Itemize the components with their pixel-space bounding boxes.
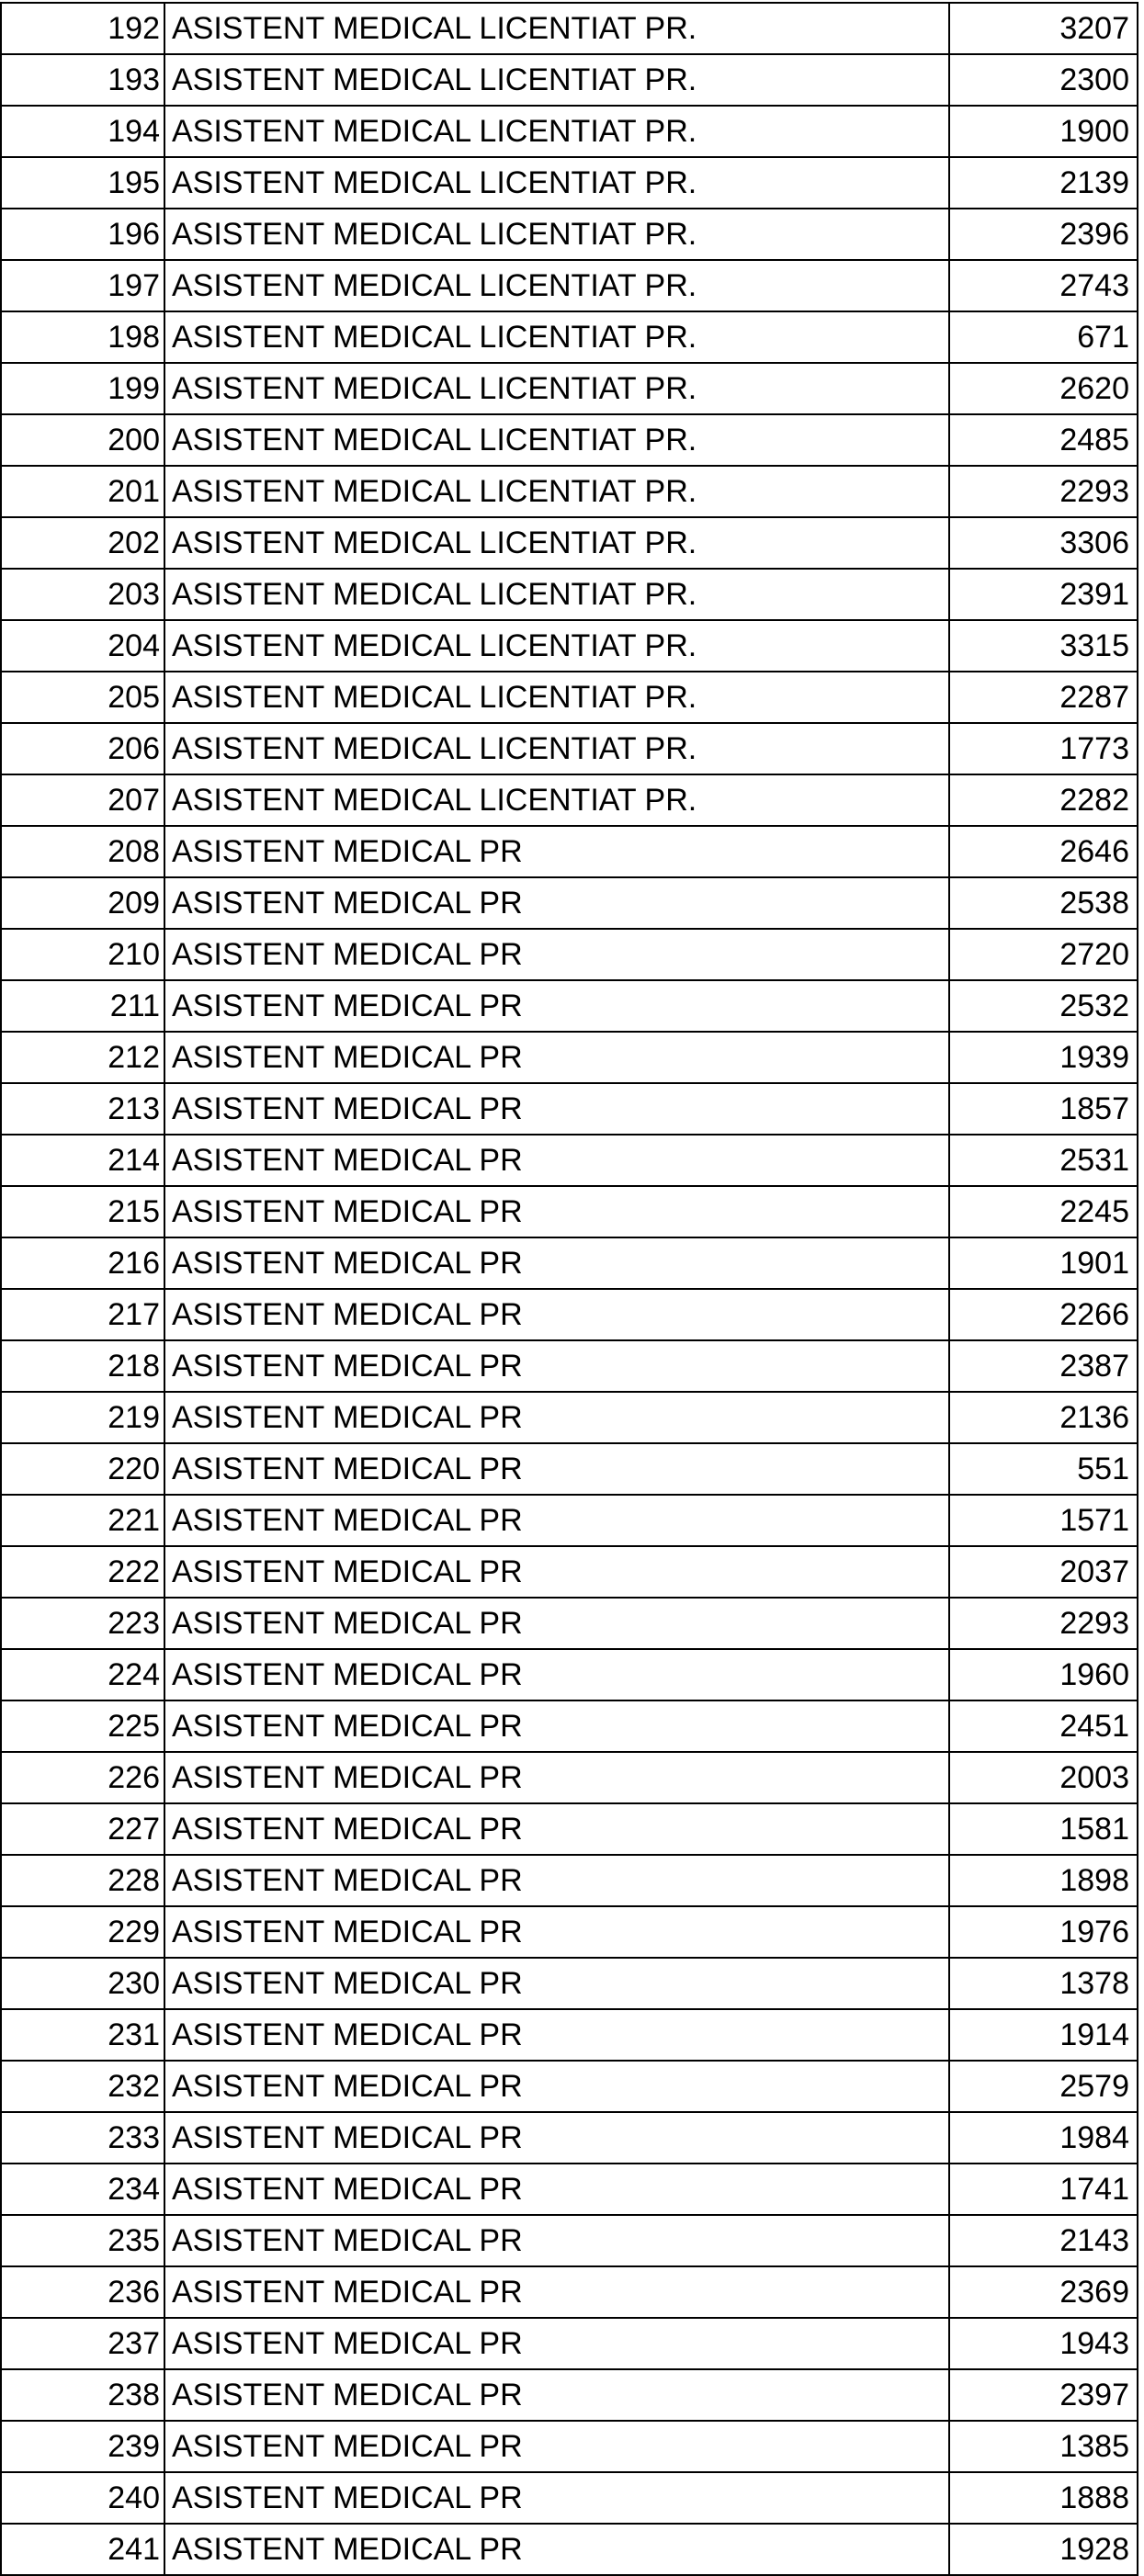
value-cell: 2743 bbox=[949, 260, 1138, 311]
job-title-cell: ASISTENT MEDICAL LICENTIAT PR. bbox=[164, 723, 949, 774]
table-row bbox=[1, 2318, 1138, 2369]
table-row bbox=[1, 1083, 1138, 1135]
row-number-cell: 237 bbox=[1, 2318, 164, 2369]
job-title-cell: ASISTENT MEDICAL PR bbox=[164, 1752, 949, 1803]
job-title-cell: ASISTENT MEDICAL PR bbox=[164, 980, 949, 1032]
row-number-cell: 225 bbox=[1, 1700, 164, 1752]
row-number-cell: 233 bbox=[1, 2112, 164, 2164]
row-number-cell: 212 bbox=[1, 1032, 164, 1083]
row-number-cell: 210 bbox=[1, 929, 164, 980]
value-cell: 2531 bbox=[949, 1135, 1138, 1186]
row-number-cell: 202 bbox=[1, 517, 164, 569]
value-cell: 1976 bbox=[949, 1906, 1138, 1958]
table-row bbox=[1, 2472, 1138, 2524]
table-row bbox=[1, 2215, 1138, 2266]
value-cell: 2245 bbox=[949, 1186, 1138, 1237]
row-number-cell: 235 bbox=[1, 2215, 164, 2266]
table-row bbox=[1, 1546, 1138, 1598]
job-title-cell: ASISTENT MEDICAL LICENTIAT PR. bbox=[164, 54, 949, 106]
value-cell: 2720 bbox=[949, 929, 1138, 980]
row-number-cell: 207 bbox=[1, 774, 164, 826]
value-cell: 1741 bbox=[949, 2164, 1138, 2215]
value-cell: 2300 bbox=[949, 54, 1138, 106]
table-row bbox=[1, 723, 1138, 774]
value-cell: 1960 bbox=[949, 1649, 1138, 1700]
table-row bbox=[1, 1443, 1138, 1495]
row-number-cell: 241 bbox=[1, 2524, 164, 2575]
job-title-cell: ASISTENT MEDICAL LICENTIAT PR. bbox=[164, 106, 949, 157]
row-number-cell: 192 bbox=[1, 3, 164, 54]
value-cell: 1900 bbox=[949, 106, 1138, 157]
job-title-cell: ASISTENT MEDICAL PR bbox=[164, 877, 949, 929]
job-title-cell: ASISTENT MEDICAL LICENTIAT PR. bbox=[164, 209, 949, 260]
job-title-cell: ASISTENT MEDICAL PR bbox=[164, 2009, 949, 2061]
table-row bbox=[1, 2061, 1138, 2112]
table-row bbox=[1, 877, 1138, 929]
table-row bbox=[1, 1855, 1138, 1906]
job-title-cell: ASISTENT MEDICAL PR bbox=[164, 1135, 949, 1186]
value-cell: 1571 bbox=[949, 1495, 1138, 1546]
value-cell: 1939 bbox=[949, 1032, 1138, 1083]
row-number-cell: 201 bbox=[1, 466, 164, 517]
value-cell: 1984 bbox=[949, 2112, 1138, 2164]
job-title-cell: ASISTENT MEDICAL PR bbox=[164, 1803, 949, 1855]
job-title-cell: ASISTENT MEDICAL PR bbox=[164, 1855, 949, 1906]
row-number-cell: 222 bbox=[1, 1546, 164, 1598]
value-cell: 1581 bbox=[949, 1803, 1138, 1855]
value-cell: 1901 bbox=[949, 1237, 1138, 1289]
table-row bbox=[1, 1392, 1138, 1443]
row-number-cell: 200 bbox=[1, 414, 164, 466]
table-row bbox=[1, 1598, 1138, 1649]
job-title-cell: ASISTENT MEDICAL PR bbox=[164, 2318, 949, 2369]
job-title-cell: ASISTENT MEDICAL PR bbox=[164, 1186, 949, 1237]
value-cell: 2369 bbox=[949, 2266, 1138, 2318]
table-row bbox=[1, 1803, 1138, 1855]
staff-table bbox=[0, 2, 1138, 2576]
job-title-cell: ASISTENT MEDICAL PR bbox=[164, 1495, 949, 1546]
value-cell: 2003 bbox=[949, 1752, 1138, 1803]
job-title-cell: ASISTENT MEDICAL PR bbox=[164, 1700, 949, 1752]
row-number-cell: 231 bbox=[1, 2009, 164, 2061]
job-title-cell: ASISTENT MEDICAL PR bbox=[164, 2524, 949, 2575]
table-row bbox=[1, 363, 1138, 414]
table-row bbox=[1, 672, 1138, 723]
row-number-cell: 209 bbox=[1, 877, 164, 929]
job-title-cell: ASISTENT MEDICAL LICENTIAT PR. bbox=[164, 157, 949, 209]
value-cell: 2485 bbox=[949, 414, 1138, 466]
row-number-cell: 203 bbox=[1, 569, 164, 620]
job-title-cell: ASISTENT MEDICAL LICENTIAT PR. bbox=[164, 260, 949, 311]
row-number-cell: 223 bbox=[1, 1598, 164, 1649]
value-cell: 2538 bbox=[949, 877, 1138, 929]
row-number-cell: 221 bbox=[1, 1495, 164, 1546]
value-cell: 2293 bbox=[949, 466, 1138, 517]
job-title-cell: ASISTENT MEDICAL PR bbox=[164, 1237, 949, 1289]
value-cell: 1857 bbox=[949, 1083, 1138, 1135]
job-title-cell: ASISTENT MEDICAL PR bbox=[164, 1906, 949, 1958]
value-cell: 3315 bbox=[949, 620, 1138, 672]
row-number-cell: 228 bbox=[1, 1855, 164, 1906]
value-cell: 1888 bbox=[949, 2472, 1138, 2524]
value-cell: 2451 bbox=[949, 1700, 1138, 1752]
value-cell: 1773 bbox=[949, 723, 1138, 774]
value-cell: 2266 bbox=[949, 1289, 1138, 1340]
value-cell: 2397 bbox=[949, 2369, 1138, 2421]
job-title-cell: ASISTENT MEDICAL LICENTIAT PR. bbox=[164, 363, 949, 414]
table-row bbox=[1, 1237, 1138, 1289]
value-cell: 2139 bbox=[949, 157, 1138, 209]
table-row bbox=[1, 2164, 1138, 2215]
value-cell: 1943 bbox=[949, 2318, 1138, 2369]
value-cell: 2532 bbox=[949, 980, 1138, 1032]
table-row bbox=[1, 466, 1138, 517]
value-cell: 2646 bbox=[949, 826, 1138, 877]
job-title-cell: ASISTENT MEDICAL LICENTIAT PR. bbox=[164, 517, 949, 569]
value-cell: 2396 bbox=[949, 209, 1138, 260]
job-title-cell: ASISTENT MEDICAL PR bbox=[164, 2215, 949, 2266]
table-row bbox=[1, 569, 1138, 620]
job-title-cell: ASISTENT MEDICAL LICENTIAT PR. bbox=[164, 311, 949, 363]
job-title-cell: ASISTENT MEDICAL PR bbox=[164, 1958, 949, 2009]
row-number-cell: 213 bbox=[1, 1083, 164, 1135]
value-cell: 2391 bbox=[949, 569, 1138, 620]
job-title-cell: ASISTENT MEDICAL PR bbox=[164, 1032, 949, 1083]
job-title-cell: ASISTENT MEDICAL PR bbox=[164, 1443, 949, 1495]
row-number-cell: 236 bbox=[1, 2266, 164, 2318]
job-title-cell: ASISTENT MEDICAL PR bbox=[164, 2266, 949, 2318]
value-cell: 1378 bbox=[949, 1958, 1138, 2009]
job-title-cell: ASISTENT MEDICAL PR bbox=[164, 2472, 949, 2524]
value-cell: 3207 bbox=[949, 3, 1138, 54]
row-number-cell: 226 bbox=[1, 1752, 164, 1803]
value-cell: 2387 bbox=[949, 1340, 1138, 1392]
value-cell: 1914 bbox=[949, 2009, 1138, 2061]
job-title-cell: ASISTENT MEDICAL PR bbox=[164, 2369, 949, 2421]
row-number-cell: 224 bbox=[1, 1649, 164, 1700]
value-cell: 2287 bbox=[949, 672, 1138, 723]
table-row bbox=[1, 826, 1138, 877]
job-title-cell: ASISTENT MEDICAL PR bbox=[164, 1083, 949, 1135]
row-number-cell: 234 bbox=[1, 2164, 164, 2215]
job-title-cell: ASISTENT MEDICAL PR bbox=[164, 2421, 949, 2472]
table-row bbox=[1, 157, 1138, 209]
table-row bbox=[1, 414, 1138, 466]
table-row bbox=[1, 1906, 1138, 1958]
row-number-cell: 197 bbox=[1, 260, 164, 311]
table-row bbox=[1, 3, 1138, 54]
row-number-cell: 214 bbox=[1, 1135, 164, 1186]
row-number-cell: 232 bbox=[1, 2061, 164, 2112]
value-cell: 1928 bbox=[949, 2524, 1138, 2575]
row-number-cell: 217 bbox=[1, 1289, 164, 1340]
job-title-cell: ASISTENT MEDICAL PR bbox=[164, 2164, 949, 2215]
value-cell: 2620 bbox=[949, 363, 1138, 414]
value-cell: 1385 bbox=[949, 2421, 1138, 2472]
value-cell: 2579 bbox=[949, 2061, 1138, 2112]
table-row bbox=[1, 311, 1138, 363]
table-row bbox=[1, 2421, 1138, 2472]
table-row bbox=[1, 54, 1138, 106]
table-row bbox=[1, 106, 1138, 157]
value-cell: 671 bbox=[949, 311, 1138, 363]
table-row bbox=[1, 1032, 1138, 1083]
table-row bbox=[1, 980, 1138, 1032]
row-number-cell: 194 bbox=[1, 106, 164, 157]
row-number-cell: 227 bbox=[1, 1803, 164, 1855]
table-row bbox=[1, 2009, 1138, 2061]
table-row bbox=[1, 260, 1138, 311]
table-row bbox=[1, 1752, 1138, 1803]
job-title-cell: ASISTENT MEDICAL PR bbox=[164, 1598, 949, 1649]
job-title-cell: ASISTENT MEDICAL PR bbox=[164, 2112, 949, 2164]
job-title-cell: ASISTENT MEDICAL PR bbox=[164, 2061, 949, 2112]
value-cell: 551 bbox=[949, 1443, 1138, 1495]
value-cell: 2136 bbox=[949, 1392, 1138, 1443]
row-number-cell: 216 bbox=[1, 1237, 164, 1289]
row-number-cell: 239 bbox=[1, 2421, 164, 2472]
job-title-cell: ASISTENT MEDICAL PR bbox=[164, 1546, 949, 1598]
table-row bbox=[1, 929, 1138, 980]
table-row bbox=[1, 517, 1138, 569]
table-row bbox=[1, 2266, 1138, 2318]
row-number-cell: 204 bbox=[1, 620, 164, 672]
value-cell: 2143 bbox=[949, 2215, 1138, 2266]
job-title-cell: ASISTENT MEDICAL PR bbox=[164, 1649, 949, 1700]
job-title-cell: ASISTENT MEDICAL PR bbox=[164, 1392, 949, 1443]
job-title-cell: ASISTENT MEDICAL LICENTIAT PR. bbox=[164, 414, 949, 466]
table-row bbox=[1, 1700, 1138, 1752]
job-title-cell: ASISTENT MEDICAL PR bbox=[164, 826, 949, 877]
value-cell: 1898 bbox=[949, 1855, 1138, 1906]
job-title-cell: ASISTENT MEDICAL LICENTIAT PR. bbox=[164, 466, 949, 517]
row-number-cell: 206 bbox=[1, 723, 164, 774]
table-row bbox=[1, 1958, 1138, 2009]
staff-table-body bbox=[1, 3, 1138, 2575]
row-number-cell: 199 bbox=[1, 363, 164, 414]
row-number-cell: 230 bbox=[1, 1958, 164, 2009]
table-row bbox=[1, 2524, 1138, 2575]
table-row bbox=[1, 1289, 1138, 1340]
table-row bbox=[1, 1340, 1138, 1392]
row-number-cell: 195 bbox=[1, 157, 164, 209]
table-row bbox=[1, 209, 1138, 260]
table-row bbox=[1, 620, 1138, 672]
table-row bbox=[1, 2112, 1138, 2164]
table-row bbox=[1, 1135, 1138, 1186]
table-row bbox=[1, 1495, 1138, 1546]
row-number-cell: 196 bbox=[1, 209, 164, 260]
value-cell: 2293 bbox=[949, 1598, 1138, 1649]
job-title-cell: ASISTENT MEDICAL PR bbox=[164, 929, 949, 980]
job-title-cell: ASISTENT MEDICAL LICENTIAT PR. bbox=[164, 569, 949, 620]
row-number-cell: 218 bbox=[1, 1340, 164, 1392]
job-title-cell: ASISTENT MEDICAL PR bbox=[164, 1289, 949, 1340]
value-cell: 2282 bbox=[949, 774, 1138, 826]
job-title-cell: ASISTENT MEDICAL LICENTIAT PR. bbox=[164, 3, 949, 54]
row-number-cell: 198 bbox=[1, 311, 164, 363]
row-number-cell: 238 bbox=[1, 2369, 164, 2421]
row-number-cell: 211 bbox=[1, 980, 164, 1032]
table-row bbox=[1, 2369, 1138, 2421]
row-number-cell: 193 bbox=[1, 54, 164, 106]
row-number-cell: 215 bbox=[1, 1186, 164, 1237]
job-title-cell: ASISTENT MEDICAL LICENTIAT PR. bbox=[164, 672, 949, 723]
job-title-cell: ASISTENT MEDICAL PR bbox=[164, 1340, 949, 1392]
job-title-cell: ASISTENT MEDICAL LICENTIAT PR. bbox=[164, 774, 949, 826]
row-number-cell: 208 bbox=[1, 826, 164, 877]
job-title-cell: ASISTENT MEDICAL LICENTIAT PR. bbox=[164, 620, 949, 672]
row-number-cell: 205 bbox=[1, 672, 164, 723]
value-cell: 3306 bbox=[949, 517, 1138, 569]
table-row bbox=[1, 774, 1138, 826]
value-cell: 2037 bbox=[949, 1546, 1138, 1598]
row-number-cell: 220 bbox=[1, 1443, 164, 1495]
row-number-cell: 240 bbox=[1, 2472, 164, 2524]
row-number-cell: 229 bbox=[1, 1906, 164, 1958]
table-row bbox=[1, 1186, 1138, 1237]
row-number-cell: 219 bbox=[1, 1392, 164, 1443]
table-row bbox=[1, 1649, 1138, 1700]
